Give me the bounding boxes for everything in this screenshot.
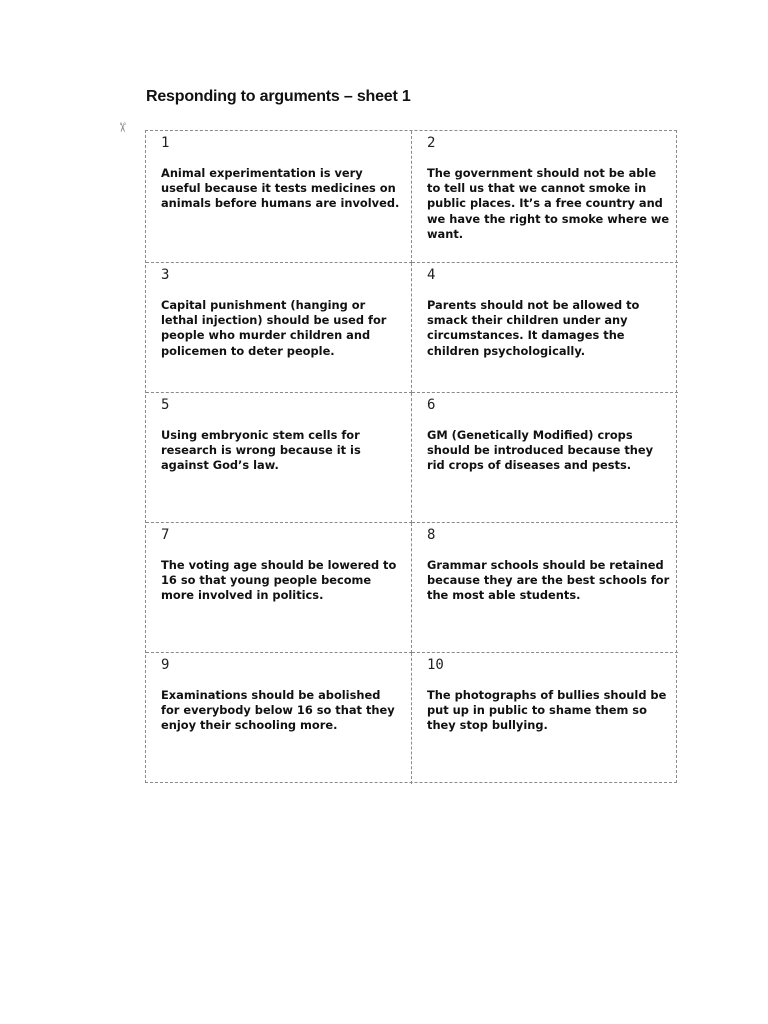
argument-card-9 [146, 653, 412, 784]
argument-card-4 [412, 263, 678, 393]
card-number: 9 [161, 657, 170, 673]
card-statement: Grammar schools should be retained because they are the best schools for the most able students. [427, 558, 670, 603]
card-number: 5 [161, 397, 170, 413]
sheet-title: Responding to arguments – sheet 1 [146, 88, 411, 105]
card-number: 7 [161, 527, 170, 543]
card-statement: The photographs of bullies should be put up in public to shame them so they stop bullying. [427, 688, 667, 733]
card-statement: Animal experimentation is very useful because it tests medicines on animals before humans are involved. [161, 166, 400, 211]
card-number: 6 [427, 397, 436, 413]
argument-card-5 [146, 393, 412, 523]
card-number: 4 [427, 267, 436, 283]
card-statement: The voting age should be lowered to 16 so that young people become more involved in politics. [161, 558, 397, 603]
card-statement: Parents should not be allowed to smack their children under any circumstances. It damages the children psychologically. [427, 298, 640, 358]
card-number: 3 [161, 267, 170, 283]
argument-card-3 [146, 263, 412, 393]
card-statement: Examinations should be abolished for everybody below 16 so that they enjoy their schooling more. [161, 688, 395, 733]
argument-card-1 [146, 131, 412, 263]
card-statement: The government should not be able to tell us that we cannot smoke in public places. It’s a free country and we have the right to smoke where we want. [427, 166, 670, 241]
argument-card-10 [412, 653, 678, 784]
card-statement: Capital punishment (hanging or lethal injection) should be used for people who murder children and policemen to deter people. [161, 298, 387, 358]
card-number: 8 [427, 527, 436, 543]
card-statement: Using embryonic stem cells for research is wrong because it is against God’s law. [161, 428, 361, 473]
argument-card-8 [412, 523, 678, 653]
card-number: 2 [427, 135, 436, 151]
argument-card-2 [412, 131, 678, 263]
argument-card-7 [146, 523, 412, 653]
scissors-icon: ✂ [113, 122, 129, 133]
argument-card-6 [412, 393, 678, 523]
card-number: 10 [427, 657, 444, 673]
card-number: 1 [161, 135, 170, 151]
argument-card-grid [145, 130, 677, 783]
card-statement: GM (Genetically Modified) crops should be introduced because they rid crops of diseases and pests. [427, 428, 654, 473]
